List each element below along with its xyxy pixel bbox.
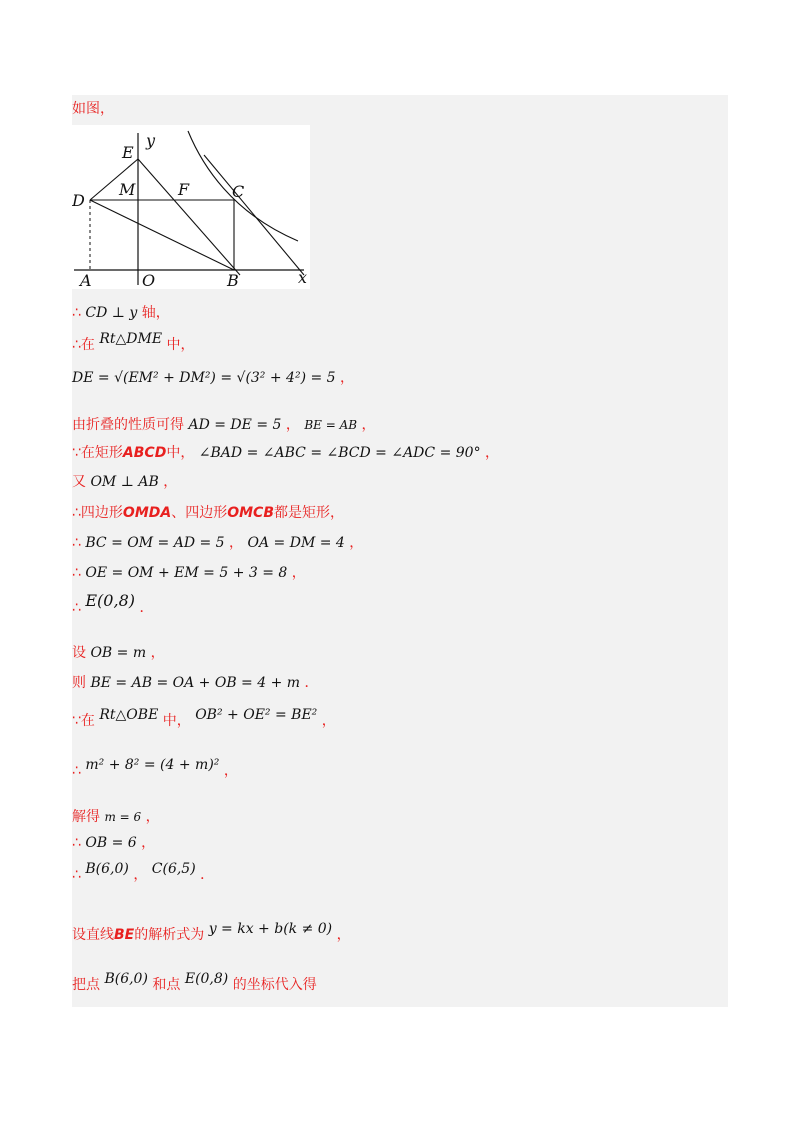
- math: OM ⊥ AB: [90, 474, 159, 490]
- line-through-c: [204, 155, 304, 275]
- label-d: D: [72, 191, 85, 210]
- line-18: [72, 861, 215, 885]
- bold-text: BE: [114, 927, 135, 943]
- text: ∴: [72, 535, 81, 551]
- line-04: [72, 368, 354, 388]
- math: E(0,8): [85, 591, 135, 610]
- math: B(6,0): [85, 861, 129, 877]
- text: ∴: [72, 305, 81, 321]
- math: E(0,8): [184, 971, 229, 987]
- line-14: [72, 707, 336, 731]
- text: ∴: [72, 835, 81, 851]
- text: 由折叠的性质可得: [72, 417, 184, 433]
- line-20: [72, 971, 317, 995]
- math: BC = OM = AD = 5: [85, 535, 225, 551]
- label-m: M: [119, 180, 136, 199]
- text: ∴: [72, 867, 81, 883]
- math: C(6,5): [151, 861, 196, 877]
- geometry-figure: [72, 125, 310, 289]
- label-e: E: [122, 143, 134, 162]
- text: ，: [336, 927, 351, 943]
- text: ，: [145, 809, 160, 825]
- math: OB = m: [90, 645, 147, 661]
- label-x: x: [298, 268, 308, 287]
- bold-text: OMCB: [227, 505, 274, 521]
- math: B(6,0): [104, 971, 148, 987]
- line-05: [72, 415, 376, 435]
- label-o: O: [142, 271, 156, 289]
- line-06: [72, 443, 499, 463]
- text: ，: [133, 867, 148, 883]
- line-17: [72, 833, 155, 853]
- text: 轴，: [141, 305, 170, 321]
- math: OE = OM + EM = 5 + 3 = 8: [85, 565, 288, 581]
- text: 、四边形: [171, 505, 228, 521]
- text: ，: [321, 713, 336, 729]
- line-03: [72, 331, 195, 355]
- text: 设直线: [72, 927, 114, 943]
- math: DE = √(EM² + DM²) = √(3² + 4²) = 5: [72, 370, 336, 386]
- math: m = 6: [104, 810, 142, 824]
- text: ∵在: [72, 713, 95, 729]
- label-b: B: [227, 271, 239, 289]
- text: ∴: [72, 600, 81, 616]
- line-12: [72, 643, 165, 663]
- text: 中，: [166, 445, 195, 461]
- line-be: [138, 159, 240, 275]
- math: m² + 8² = (4 + m)²: [85, 757, 220, 773]
- solution-panel: [72, 95, 728, 1007]
- math: Rt△DME: [99, 331, 163, 347]
- text: ，: [361, 417, 376, 433]
- text: ∴四边形: [72, 505, 123, 521]
- text: ，: [291, 565, 306, 581]
- line-10: [72, 563, 306, 583]
- line-07: [72, 472, 177, 492]
- text: ∴在: [72, 337, 95, 353]
- line-08: [72, 503, 344, 523]
- label-f: F: [178, 180, 190, 199]
- text: ，: [150, 645, 165, 661]
- line-15: [72, 757, 238, 781]
- text: 把点: [72, 977, 100, 993]
- math: OA = DM = 4: [247, 535, 345, 551]
- math: ∠BAD = ∠ABC = ∠BCD = ∠ADC = 90°: [198, 445, 481, 461]
- text: ∵在矩形: [72, 445, 123, 461]
- line-11: [72, 591, 154, 618]
- bold-text: ABCD: [122, 445, 167, 461]
- math: OB = 6: [85, 835, 137, 851]
- text: ，: [229, 535, 244, 551]
- label-y: y: [146, 131, 156, 150]
- label-a: A: [80, 271, 92, 289]
- text: 又: [72, 474, 86, 490]
- line-19: [72, 921, 351, 945]
- math: BE = AB: [304, 418, 358, 432]
- math: Rt△OBE: [99, 707, 159, 723]
- math: OB² + OE² = BE²: [195, 707, 318, 723]
- text: ．: [304, 675, 319, 691]
- text: 和点: [152, 977, 181, 993]
- text: ∴: [72, 763, 81, 779]
- text: ．: [139, 600, 154, 616]
- text: 则: [72, 675, 86, 691]
- bold-text: OMDA: [122, 505, 172, 521]
- line-13: [72, 673, 319, 693]
- text: ，: [141, 835, 156, 851]
- text: 中，: [162, 713, 191, 729]
- text: 设: [72, 645, 86, 661]
- text: ，: [223, 763, 238, 779]
- text: ．: [200, 867, 215, 883]
- text: ，: [485, 445, 500, 461]
- line-02: [72, 303, 170, 323]
- math: y = kx + b(k ≠ 0): [208, 921, 333, 937]
- label-c: C: [232, 182, 245, 201]
- text: ，: [340, 370, 355, 386]
- segment-db: [90, 200, 234, 270]
- line-16: [72, 807, 160, 827]
- text: 解得: [72, 809, 100, 825]
- text: 的坐标代入得: [232, 977, 317, 993]
- text: 如图，: [72, 101, 114, 117]
- text: ，: [349, 535, 364, 551]
- line-intro: [72, 99, 114, 119]
- text: ∴: [72, 565, 81, 581]
- text: 都是矩形，: [274, 505, 344, 521]
- coordinate-diagram: [72, 125, 310, 289]
- text: ，: [285, 417, 300, 433]
- math: BE = AB = OA + OB = 4 + m: [90, 675, 301, 691]
- text: 中，: [166, 337, 195, 353]
- line-09: [72, 533, 363, 553]
- text: 的解析式为: [134, 927, 205, 943]
- math: CD ⊥ y: [85, 305, 138, 321]
- text: ，: [163, 474, 178, 490]
- math: AD = DE = 5: [188, 417, 282, 433]
